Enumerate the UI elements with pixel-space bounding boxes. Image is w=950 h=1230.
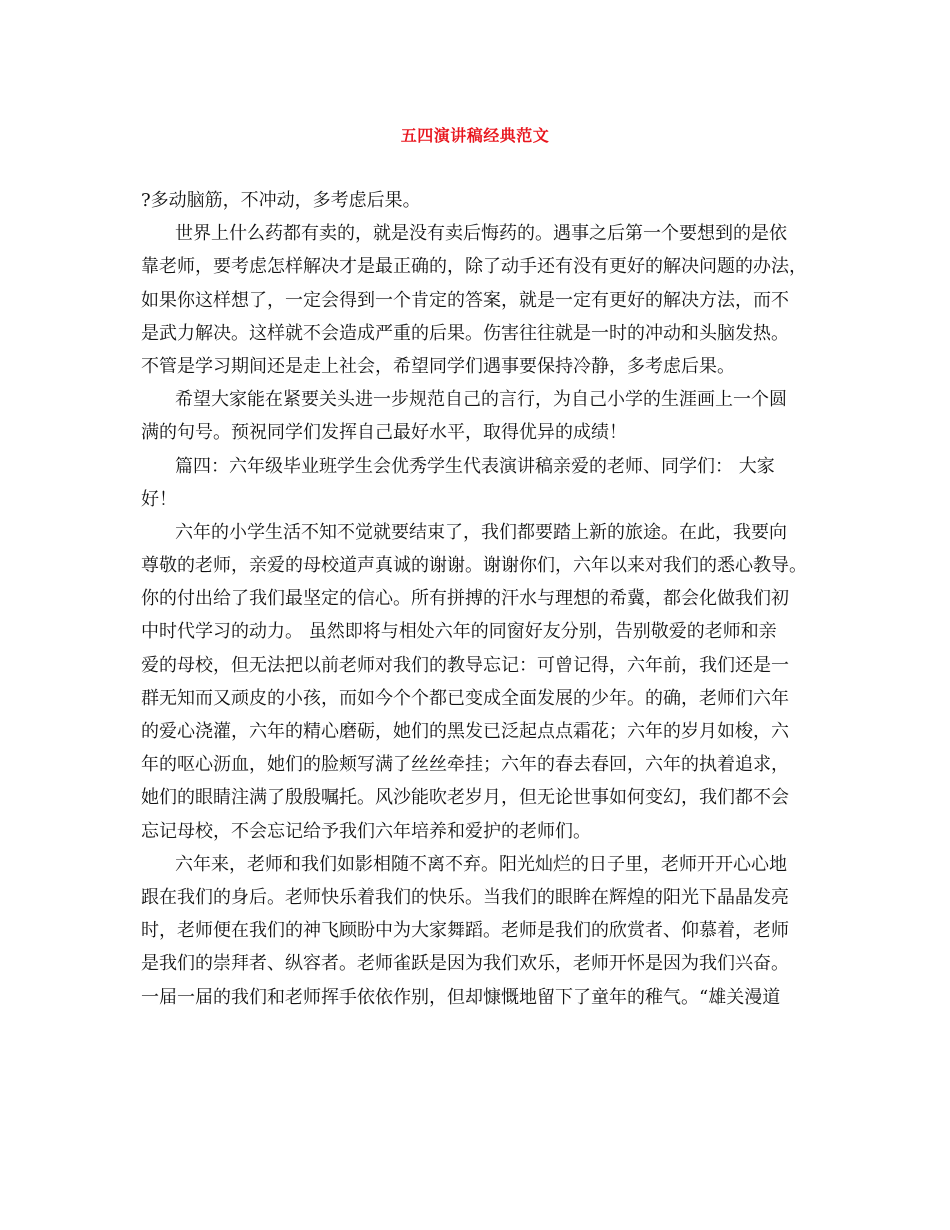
text-line: 一届一届的我们和老师挥手依依作别，但却慷慨地留下了童年的稚气。“雄关漫道	[141, 986, 781, 1008]
text-line: 是我们的崇拜者、纵容者。老师雀跃是因为我们欢乐，老师开怀是因为我们兴奋。	[141, 953, 789, 975]
document-title: 五四演讲稿经典范文	[400, 126, 550, 145]
text-line: 靠老师，要考虑怎样解决才是最正确的，除了动手还有没有更好的解决问题的办法，	[141, 256, 807, 278]
paragraph-start-line: 希望大家能在紧要关头进一步规范自己的言行，为自己小学的生涯画上一个圆	[175, 389, 787, 411]
text-line: 不管是学习期间还是走上社会，希望同学们遇事要保持冷静，多考虑后果。	[141, 355, 735, 377]
text-line: 是武力解决。这样就不会造成严重的后果。伤害往往就是一时的冲动和头脑发热。	[141, 322, 789, 344]
text-line: 尊敬的老师，亲爱的母校道声真诚的谢谢。谢谢你们，六年以来对我们的悉心教导。	[141, 555, 807, 577]
text-line: 年的呕心沥血，她们的脸颊写满了丝丝牵挂；六年的春去春回，六年的执着追求，	[141, 754, 789, 776]
paragraph-start-line: 世界上什么药都有卖的，就是没有卖后悔药的。遇事之后第一个要想到的是依	[175, 223, 787, 245]
paragraph-start-line: 篇四：六年级毕业班学生会优秀学生代表演讲稿亲爱的老师、同学们： 大家	[175, 455, 775, 477]
text-line: 她们的眼睛注满了殷殷嘱托。风沙能吹老岁月，但无论世事如何变幻，我们都不会	[141, 787, 789, 809]
text-line: 中时代学习的动力。 虽然即将与相处六年的同窗好友分别，告别敬爱的老师和亲	[141, 621, 777, 643]
text-line: 你的付出给了我们最坚定的信心。所有拼搏的汗水与理想的希冀，都会化做我们初	[141, 588, 789, 610]
text-line: 爱的母校，但无法把以前老师对我们的教导忘记：可曾记得，六年前，我们还是一	[141, 654, 789, 676]
text-line: 时，老师便在我们的神飞顾盼中为大家舞蹈。老师是我们的欣赏者、仰慕着，老师	[141, 920, 789, 942]
text-line: 的爱心浇灌，六年的精心磨砺，她们的黑发已泛起点点霜花；六年的岁月如梭，六	[141, 721, 789, 742]
text-line: 满的句号。预祝同学们发挥自己最好水平，取得优异的成绩！	[141, 422, 627, 444]
document-body	[141, 184, 813, 1014]
text-line: 如果你这样想了，一定会得到一个肯定的答案，就是一定有更好的解决方法，而不	[141, 289, 789, 311]
text-line: 群无知而又顽皮的小孩，而如今个个都已变成全面发展的少年。的确，老师们六年	[141, 687, 789, 709]
text-line: 好！	[141, 488, 177, 510]
text-line: 跟在我们的身后。老师快乐着我们的快乐。当我们的眼眸在辉煌的阳光下晶晶发亮	[141, 886, 789, 908]
text-line: ?多动脑筋，不冲动，多考虑后果。	[141, 190, 421, 211]
paragraph-start-line: 六年的小学生活不知不觉就要结束了，我们都要踏上新的旅途。在此，我要向	[175, 521, 787, 543]
paragraph-start-line: 六年来，老师和我们如影相随不离不弃。阳光灿烂的日子里，老师开开心心地	[175, 853, 787, 875]
text-line: 忘记母校，不会忘记给予我们六年培养和爱护的老师们。	[141, 820, 591, 842]
